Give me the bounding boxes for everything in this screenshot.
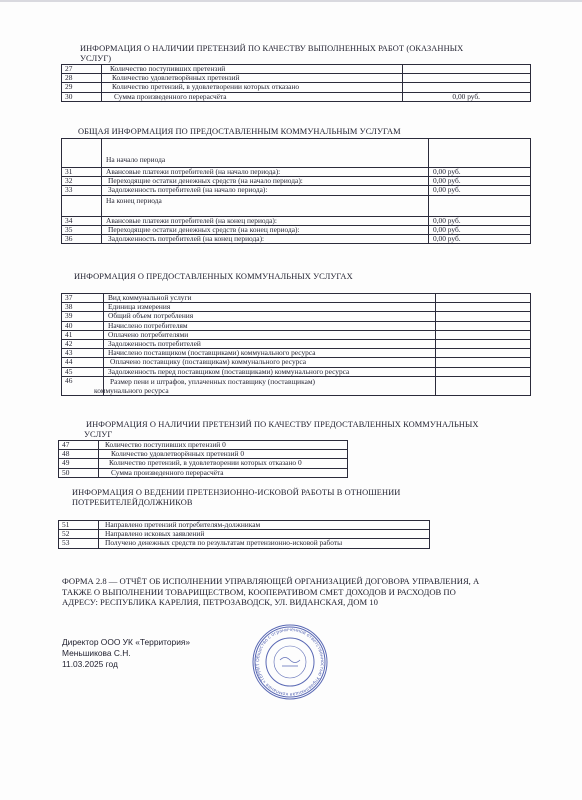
row-value-empty — [436, 330, 531, 339]
row-number: 41 — [62, 330, 104, 339]
row-value: 0,00 руб. — [429, 177, 531, 186]
section-title-general-info: ОБЩАЯ ИНФОРМАЦИЯ ПО ПРЕДОСТАВЛЕННЫМ КОММУНАЛЬНЫМ УСЛУГАМ — [78, 127, 401, 136]
form-caption-line1: ФОРМА 2.8 — ОТЧЁТ ОБ ИСПОЛНЕНИИ УПРАВЛЯЮЩЕЙ ОРГАНИЗАЦИЕЙ ДОГОВОРА УПРАВЛЕНИЯ, А — [62, 576, 480, 586]
row-number: 49 — [59, 459, 99, 468]
row-label: Авансовые платежи потребителей (на конец периода): — [102, 216, 429, 225]
period-end-label: На конец периода — [102, 195, 429, 216]
table-row — [62, 358, 531, 367]
row-value-empty — [436, 358, 531, 367]
section-title-claims-communal — [86, 420, 526, 440]
row-number: 50 — [59, 468, 99, 477]
table-row — [59, 539, 430, 548]
row-value: 0,00 руб. — [429, 216, 531, 225]
section-title-claims-works — [80, 44, 520, 64]
table-row — [62, 376, 531, 395]
signer-name: Меньшикова С.Н. — [62, 648, 131, 658]
section-title-claims-lawsuits — [72, 488, 512, 508]
form-caption-line3: АДРЕСУ: РЕСПУБЛИКА КАРЕЛИЯ, ПЕТРОЗАВОДСК, УЛ. ВИДАНСКАЯ, ДОМ 10 — [62, 597, 378, 607]
row-value — [403, 65, 531, 74]
row-label: Получено денежных средств по результатам претензионно-исковой работы — [99, 539, 430, 548]
row-value: 0,00 руб. — [403, 92, 531, 101]
company-seal-icon — [250, 622, 330, 702]
row-value: 0,00 руб. — [429, 186, 531, 195]
row-label-multiline — [94, 376, 436, 395]
row-label: Количество удовлетворённых претензий — [102, 74, 403, 83]
row-label: Сумма произведенного перерасчёта — [99, 468, 348, 477]
row-label: Размер пени и штрафов, уплаченных поставщику (поставщикам) — [110, 376, 315, 386]
row-number: 43 — [62, 349, 104, 358]
table-row — [59, 468, 348, 477]
row-value-empty — [436, 339, 531, 348]
row-number: 29 — [62, 83, 102, 92]
row-label: Задолженность потребителей — [104, 339, 436, 348]
row-number: 47 — [59, 441, 99, 450]
row-label: Количество удовлетворённых претензий 0 — [99, 450, 348, 459]
row-label: Задолженность потребителей (на конец периода): — [102, 234, 429, 243]
claims-lawsuits-table — [58, 520, 430, 549]
row-value-empty — [436, 376, 531, 395]
row-label: Переходящие остатки денежных средств (на начало периода): — [102, 177, 429, 186]
row-label: Количество претензий, в удовлетворении которых отказано 0 — [99, 459, 348, 468]
row-number: 36 — [62, 234, 102, 243]
signer-position: Директор ООО УК «Территория» — [62, 637, 191, 647]
row-number-empty — [62, 139, 102, 168]
row-label: Начислено потребителям — [104, 321, 436, 330]
row-number: 32 — [62, 177, 102, 186]
row-number: 53 — [59, 539, 99, 548]
row-label: Количество претензий, в удовлетворении которых отказано — [102, 83, 403, 92]
row-value-empty — [436, 349, 531, 358]
signature-block — [62, 637, 190, 670]
row-value: 0,00 руб. — [429, 225, 531, 234]
row-number: 52 — [59, 530, 99, 539]
row-number: 51 — [59, 521, 99, 530]
period-header-row — [62, 195, 531, 216]
row-number: 27 — [62, 65, 102, 74]
row-label: Сумма произведенного перерасчёта — [102, 92, 403, 101]
row-label: Переходящие остатки денежных средств (на конец периода): — [102, 225, 429, 234]
row-label: Оплачено потребителями — [104, 330, 436, 339]
row-number: 30 — [62, 92, 102, 101]
row-number: 42 — [62, 339, 104, 348]
row-number: 31 — [62, 168, 102, 177]
row-number: 44 — [62, 358, 104, 367]
section-title-line2: ПОТРЕБИТЕЛЕЙДОЛЖНИКОВ — [72, 498, 193, 507]
row-value-empty — [436, 321, 531, 330]
claims-works-table — [61, 64, 531, 102]
row-label: Начислено поставщиком (поставщиками) коммунального ресурса — [104, 349, 436, 358]
period-header-row — [62, 139, 531, 168]
row-number-empty — [62, 195, 102, 216]
row-label: Направлено претензий потребителям-должникам — [99, 521, 430, 530]
row-value-empty — [436, 367, 531, 376]
signature-date: 11.03.2025 год — [62, 659, 118, 669]
row-value — [403, 83, 531, 92]
communal-services-table — [61, 293, 531, 396]
row-value — [403, 74, 531, 83]
row-label: Задолженность потребителей (на начало периода): — [102, 186, 429, 195]
row-label: Количество поступивших претензий — [102, 65, 403, 74]
table-row — [62, 234, 531, 243]
row-number: 46 — [62, 376, 104, 395]
row-number: 28 — [62, 74, 102, 83]
section-title-line2: УСЛУГ) — [80, 54, 112, 63]
period-start-label: На начало периода — [102, 139, 429, 168]
row-value: 0,00 руб. — [429, 168, 531, 177]
table-row — [62, 216, 531, 225]
table-row — [62, 312, 531, 321]
row-label: Общий объем потребления — [104, 312, 436, 321]
section-title-communal-services: ИНФОРМАЦИЯ О ПРЕДОСТАВЛЕННЫХ КОММУНАЛЬНЫХ УСЛУГАХ — [74, 272, 353, 281]
row-value-empty — [436, 303, 531, 312]
section-title-line1: ИНФОРМАЦИЯ О НАЛИЧИИ ПРЕТЕНЗИЙ ПО КАЧЕСТВУ ПРЕДОСТАВЛЕННЫХ КОММУНАЛЬНЫХ — [86, 420, 479, 429]
row-number: 37 — [62, 294, 104, 303]
section-title-line1: ИНФОРМАЦИЯ О НАЛИЧИИ ПРЕТЕНЗИЙ ПО КАЧЕСТВУ ВЫПОЛНЕННЫХ РАБОТ (ОКАЗАННЫХ — [80, 44, 464, 53]
row-label: Количество поступивших претензий 0 — [99, 441, 348, 450]
row-label: Вид коммунальной услуги — [104, 294, 436, 303]
row-number: 40 — [62, 321, 104, 330]
table-row — [59, 459, 348, 468]
row-number: 45 — [62, 367, 104, 376]
row-label: Оплачено поставщику (поставщикам) коммунального ресурса — [104, 358, 436, 367]
row-value: 0,00 руб. — [429, 234, 531, 243]
row-number: 34 — [62, 216, 102, 225]
table-row — [62, 83, 531, 92]
row-value-empty — [429, 139, 531, 168]
row-number: 48 — [59, 450, 99, 459]
row-label: Единица измерения — [104, 303, 436, 312]
general-info-table — [61, 138, 531, 244]
form-caption-line2: ТАКЖЕ О ВЫПОЛНЕНИИ ТОВАРИЩЕСТВОМ, КООПЕРАТИВОМ СМЕТ ДОХОДОВ И РАСХОДОВ ПО — [62, 586, 456, 597]
table-row — [62, 367, 531, 376]
row-number: 38 — [62, 303, 104, 312]
row-label: Задолженность перед поставщиком (поставщиками) коммунального ресурса — [104, 367, 436, 376]
table-row — [62, 186, 531, 195]
table-row — [62, 92, 531, 101]
row-label: Авансовые платежи потребителей (на начало периода): — [102, 168, 429, 177]
claims-communal-table — [58, 440, 348, 478]
scan-edge — [0, 0, 582, 2]
row-value-empty — [429, 195, 531, 216]
row-value-empty — [436, 312, 531, 321]
row-number: 39 — [62, 312, 104, 321]
table-row — [62, 321, 531, 330]
row-label: Направлено исковых заявлений — [99, 530, 430, 539]
form-caption — [62, 576, 532, 608]
section-title-line2: УСЛУГ — [84, 430, 113, 439]
row-number: 35 — [62, 225, 102, 234]
section-title-line1: ИНФОРМАЦИЯ О ВЕДЕНИИ ПРЕТЕНЗИОННО-ИСКОВОЙ РАБОТЫ В ОТНОШЕНИИ — [72, 488, 401, 497]
row-number: 33 — [62, 186, 102, 195]
seal-text: Общество с ограниченной ответственностью Управляющая компания «ТЕРРИТ — [255, 627, 325, 697]
row-label-continuation: коммунального ресурса — [94, 385, 169, 395]
row-value-empty — [436, 294, 531, 303]
